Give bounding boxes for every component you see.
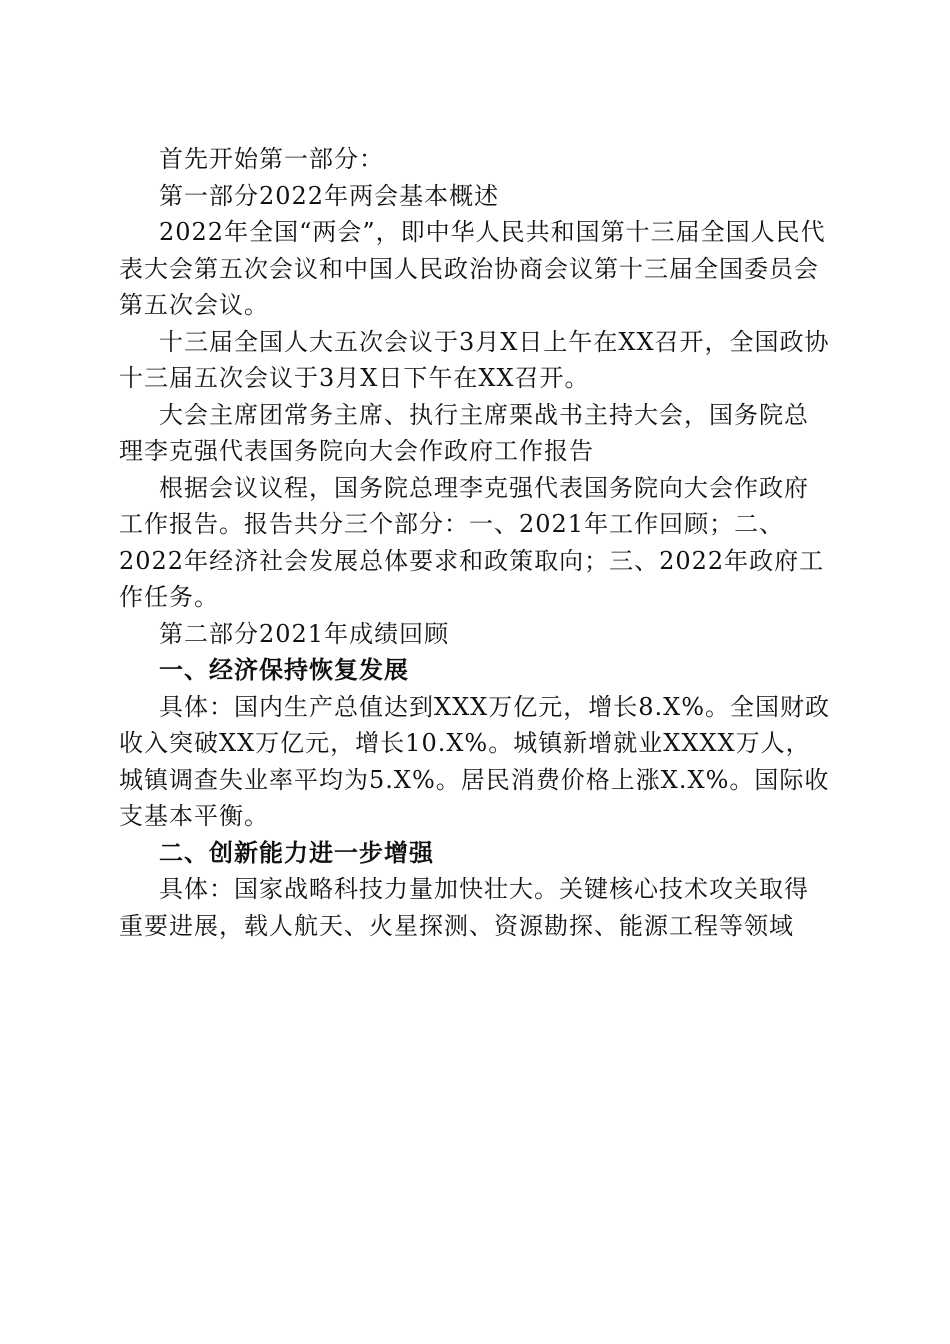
paragraph-innovation-details: 具体：国家战略科技力量加快壮大。关键核心技术攻关取得重要进展，载人航天、火星探测、资源勘探、能源工程等领域 [119, 875, 809, 940]
paragraph-agenda: 根据会议议程，国务院总理李克强代表国务院向大会作政府工作报告。报告共分三个部分：一、2021年工作回顾；二、2022年经济社会发展总体要求和政策取向；三、2022年政府工作任务。 [119, 473, 825, 611]
section-heading-economy: 一、经济保持恢复发展 [159, 656, 409, 684]
intro-line: 首先开始第一部分： [159, 145, 384, 173]
part-one-title: 第一部分2022年两会基本概述 [159, 181, 500, 210]
section-heading-innovation: 二、创新能力进一步增强 [159, 838, 434, 867]
paragraph-overview: 2022年全国“两会”，即中华人民共和国第十三届全国人民代表大会第五次会议和中国人民政治协商会议第十三届全国委员会第五次会议。 [119, 218, 826, 319]
paragraph-chair: 大会主席团常务主席、执行主席栗战书主持大会，国务院总理李克强代表国务院向大会作政府工作报告 [119, 400, 809, 465]
paragraph-economy-details: 具体：国内生产总值达到XXX万亿元，增长8.X%。全国财政收入突破XX万亿元，增长10.X%。城镇新增就业XXXX万人，城镇调查失业率平均为5.X%。居民消费价格上涨X.X%。国际收支基本平衡。 [119, 692, 831, 830]
paragraph-meeting-dates: 十三届全国人大五次会议于3月X日上午在XX召开，全国政协十三届五次会议于3月X日下午在XX召开。 [119, 327, 830, 392]
part-two-title: 第二部分2021年成绩回顾 [159, 619, 450, 648]
document-page [119, 141, 831, 944]
